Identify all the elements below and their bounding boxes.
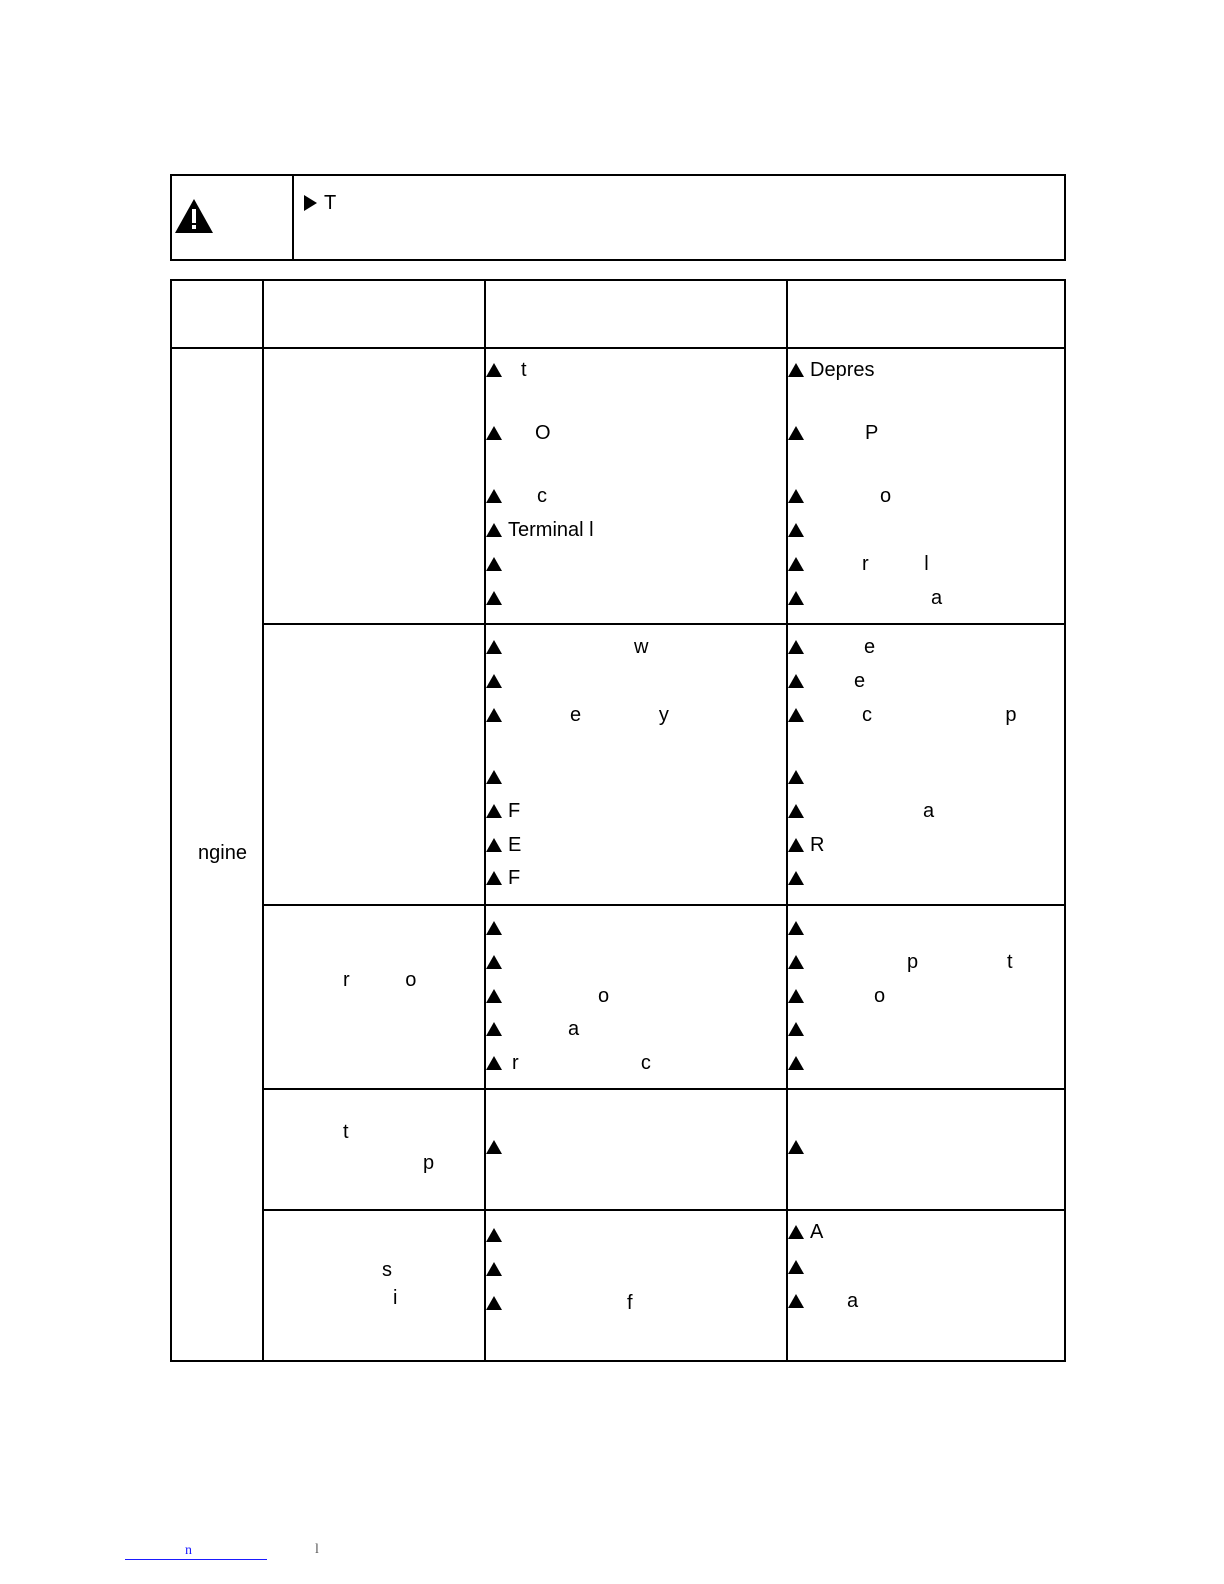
bullet-triangle-icon <box>486 871 502 885</box>
footer-page-text: l <box>315 1542 319 1557</box>
bullet-triangle-icon <box>486 557 502 571</box>
bullet-triangle-icon <box>788 557 804 571</box>
col-divider-2 <box>484 279 486 1362</box>
bullet-triangle-icon <box>788 770 804 784</box>
symptom-text: i <box>393 1287 398 1309</box>
bullet-triangle-icon <box>486 640 502 654</box>
cause-text: e y <box>570 704 669 726</box>
cause-text: E <box>508 834 522 856</box>
remedy-text: P <box>865 422 879 444</box>
bullet-triangle-icon <box>486 489 502 503</box>
cause-text: t <box>521 359 527 381</box>
bullet-triangle-icon <box>788 640 804 654</box>
bullet-triangle-icon <box>788 838 804 852</box>
bullet-triangle-icon <box>486 838 502 852</box>
bullet-triangle-icon <box>788 955 804 969</box>
bullet-triangle-icon <box>788 1260 804 1274</box>
bullet-triangle-icon <box>486 1228 502 1242</box>
remedy-text: c p <box>862 704 1017 726</box>
bullet-triangle-icon <box>486 363 502 377</box>
bullet-triangle-icon <box>788 1022 804 1036</box>
remedy-text: a <box>847 1290 859 1312</box>
bullet-triangle-icon <box>788 989 804 1003</box>
bullet-triangle-icon <box>788 591 804 605</box>
cause-text: O <box>535 422 551 444</box>
bullet-triangle-icon <box>788 1140 804 1154</box>
bullet-triangle-icon <box>486 1140 502 1154</box>
remedy-text: p t <box>907 951 1013 973</box>
row-divider <box>262 623 1066 625</box>
bullet-triangle-icon <box>486 1262 502 1276</box>
remedy-text: r l <box>862 553 929 575</box>
cause-text: F <box>508 800 521 822</box>
warning-box <box>170 174 1066 261</box>
bullet-triangle-icon <box>486 426 502 440</box>
warning-triangle-icon <box>173 197 215 235</box>
bullet-triangle-icon <box>486 989 502 1003</box>
cause-text: r c <box>512 1052 651 1074</box>
cause-text: o <box>598 985 610 1007</box>
remedy-text: e <box>864 636 876 658</box>
row-divider <box>262 1088 1066 1090</box>
cause-text: f <box>627 1292 633 1314</box>
bullet-triangle-icon <box>788 363 804 377</box>
bullet-triangle-icon <box>486 955 502 969</box>
bullet-triangle-icon <box>788 1294 804 1308</box>
symptom-text: p <box>423 1152 435 1174</box>
bullet-triangle-icon <box>788 1225 804 1239</box>
remedy-text: Depres <box>810 359 875 381</box>
bullet-triangle-icon <box>486 1022 502 1036</box>
bullet-triangle-icon <box>486 1056 502 1070</box>
bullet-triangle-icon <box>486 1296 502 1310</box>
symptom-text: t <box>343 1121 349 1143</box>
bullet-triangle-icon <box>486 523 502 537</box>
row-divider <box>262 904 1066 906</box>
category-label: ngine <box>198 842 247 864</box>
bullet-triangle-icon <box>788 674 804 688</box>
col-divider-3 <box>786 279 788 1362</box>
bullet-triangle-icon <box>486 921 502 935</box>
remedy-text: a <box>923 800 935 822</box>
bullet-triangle-icon <box>788 708 804 722</box>
remedy-text: a <box>931 587 943 609</box>
cause-text: w <box>634 636 649 658</box>
bullet-triangle-icon <box>486 591 502 605</box>
warning-divider <box>292 174 294 261</box>
footer-link[interactable]: n <box>185 1543 192 1558</box>
symptom-text: r o <box>343 969 417 991</box>
row-divider <box>262 1209 1066 1211</box>
col-divider-1 <box>262 279 264 1362</box>
bullet-triangle-icon <box>788 426 804 440</box>
bullet-triangle-icon <box>486 804 502 818</box>
remedy-text: o <box>880 485 892 507</box>
cause-text: a <box>568 1018 580 1040</box>
bullet-triangle-icon <box>788 489 804 503</box>
bullet-triangle-icon <box>486 770 502 784</box>
symptom-text: s <box>382 1259 392 1281</box>
remedy-text: e <box>854 670 866 692</box>
cause-text: Terminal l <box>508 519 594 541</box>
bullet-arrow-icon <box>304 195 317 211</box>
remedy-text: o <box>874 985 886 1007</box>
cause-text: F <box>508 867 521 889</box>
bullet-triangle-icon <box>788 1056 804 1070</box>
warning-text: T <box>324 192 337 214</box>
bullet-triangle-icon <box>788 871 804 885</box>
bullet-triangle-icon <box>788 921 804 935</box>
remedy-text: R <box>810 834 825 856</box>
cause-text: c <box>537 485 547 507</box>
bullet-triangle-icon <box>486 708 502 722</box>
bullet-triangle-icon <box>788 523 804 537</box>
header-divider <box>170 347 1066 349</box>
footer-link-underline <box>125 1559 267 1560</box>
bullet-triangle-icon <box>486 674 502 688</box>
remedy-text: A <box>810 1221 824 1243</box>
bullet-triangle-icon <box>788 804 804 818</box>
